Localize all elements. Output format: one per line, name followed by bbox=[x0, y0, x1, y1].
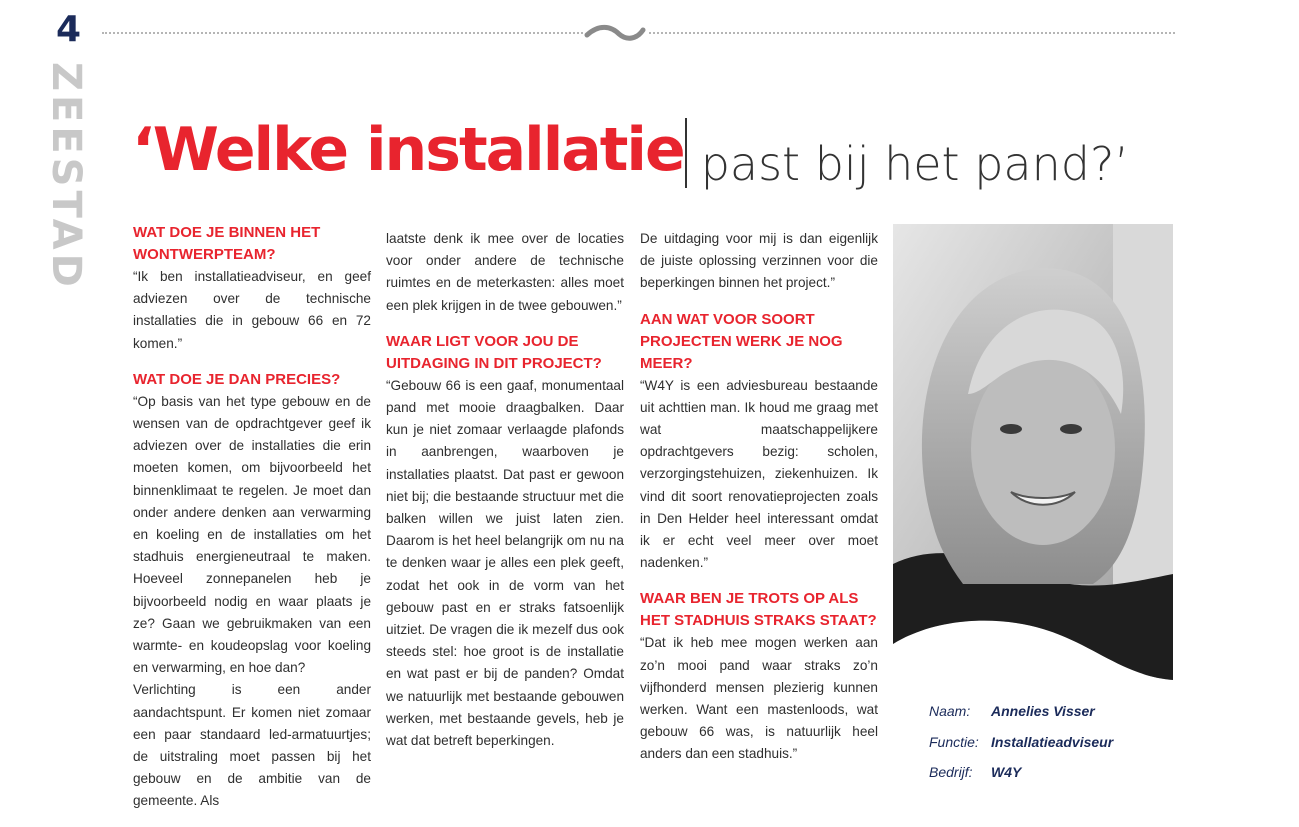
headline-divider bbox=[685, 118, 687, 188]
person-caption bbox=[929, 696, 1113, 788]
question-heading: WAAR BEN JE TROTS OP ALS HET STADHUIS STRAKS STAAT? bbox=[640, 590, 877, 630]
question-heading: AAN WAT VOOR SOORT PROJECTEN WERK JE NOG MEER? bbox=[640, 310, 843, 372]
magazine-name-vertical: ZEESTAD bbox=[43, 62, 89, 291]
caption-row-company: Bedrijf: W4Y bbox=[929, 764, 1022, 780]
wave-ornament-icon bbox=[583, 22, 647, 44]
caption-row-function: Functie: Installatieadviseur bbox=[929, 733, 1114, 750]
headline-thin-part: past bij het pand?’ bbox=[700, 137, 1129, 191]
portrait-photo bbox=[893, 224, 1173, 680]
article-headline bbox=[132, 110, 1129, 204]
answer-paragraph: “Ik ben installatieadviseur, en geef adviezen over de technische installaties die in gebouw 66 en 72 komen.” bbox=[133, 269, 371, 351]
question-heading: WAAR LIGT VOOR JOU DE UITDAGING IN DIT PROJECT? bbox=[386, 332, 602, 372]
text-column-1 bbox=[133, 222, 371, 827]
answer-paragraph: “W4Y is een adviesbureau bestaande uit achttien man. Ik houd me graag met wat maatschappelijkere opdrachtgevers bezig: scholen, verzorgingstehuizen, ziekenhuizen. Ik vind dit soort renovatieprojecten zoals in Den Helder heel interessant omdat ik er echt veel meer over moet nadenken.” bbox=[640, 377, 878, 571]
text-column-3 bbox=[640, 228, 878, 780]
question-heading: WAT DOE JE BINNEN HET WONTWERPTEAM? bbox=[133, 224, 321, 263]
answer-paragraph: “Op basis van het type gebouw en de wensen van de opdrachtgever geef ik adviezen over de installaties die erin moeten komen, om bijvoorbeeld het binnenklimaat te regelen. Je moet dan onder andere denken aan verwarming en koeling en de installaties om het stadhuis energieneutraal te maken. Hoeveel zonnepanelen heb je bijvoorbeeld nodig en waar plaats je ze? Gaan we gebruikmaken van een warmte- en koudeopslag voor koeling en verwarming, en hoe dan? bbox=[133, 393, 371, 676]
caption-row-name: Naam: Annelies Visser bbox=[929, 703, 1095, 719]
answer-paragraph: laatste denk ik mee over de locaties voor onder andere de technische ruimtes en de meterkasten: alles moet een plek krijgen in de twee gebouwen.” bbox=[386, 231, 624, 313]
page-number: 4 bbox=[56, 9, 82, 50]
answer-paragraph: Verlichting is een ander aandachtspunt. Er komen niet zomaar een paar standaard led-armatuurtjes; de uitstraling moet passen bij het gebouw en de ambitie van de gemeente. Als bbox=[133, 682, 371, 809]
headline-red-part: ‘Welke installatie bbox=[132, 115, 684, 185]
question-heading: WAT DOE JE DAN PRECIES? bbox=[133, 370, 341, 388]
answer-paragraph: “Dat ik heb mee mogen werken aan zo’n mooi pand waar straks zo’n vijfhonderd mensen plezierig kunnen werken. Want een mastenloods, wat gebouw 66 was, is natuurlijk heel anders dan een stadhuis.” bbox=[640, 635, 878, 762]
answer-paragraph: De uitdaging voor mij is dan eigenlijk de juiste oplossing verzinnen voor die beperkingen binnen het project.” bbox=[640, 231, 878, 291]
text-column-2 bbox=[386, 228, 624, 766]
answer-paragraph: “Gebouw 66 is een gaaf, monumentaal pand met mooie draagbalken. Daar kun je niet zomaar verlaagde plafonds in aanbrengen, waarboven je installaties plaatst. Dat past er gewoon niet bij; die bestaande structuur met die balken willen we juist laten zien. Daarom is het heel belangrijk om nu na te denken waar je alles een plek geeft, zodat het ook in de vorm van het gebouw past en er straks fatsoenlijk uitziet. De vragen die ik mezelf dus ook steeds stel: hoe groot is de installatie en wat past er bij de panden? Omdat we natuurlijk met bestaande gebouwen werken, met bestaande gevels, heb je wat dat betreft beperkingen. bbox=[386, 377, 624, 749]
